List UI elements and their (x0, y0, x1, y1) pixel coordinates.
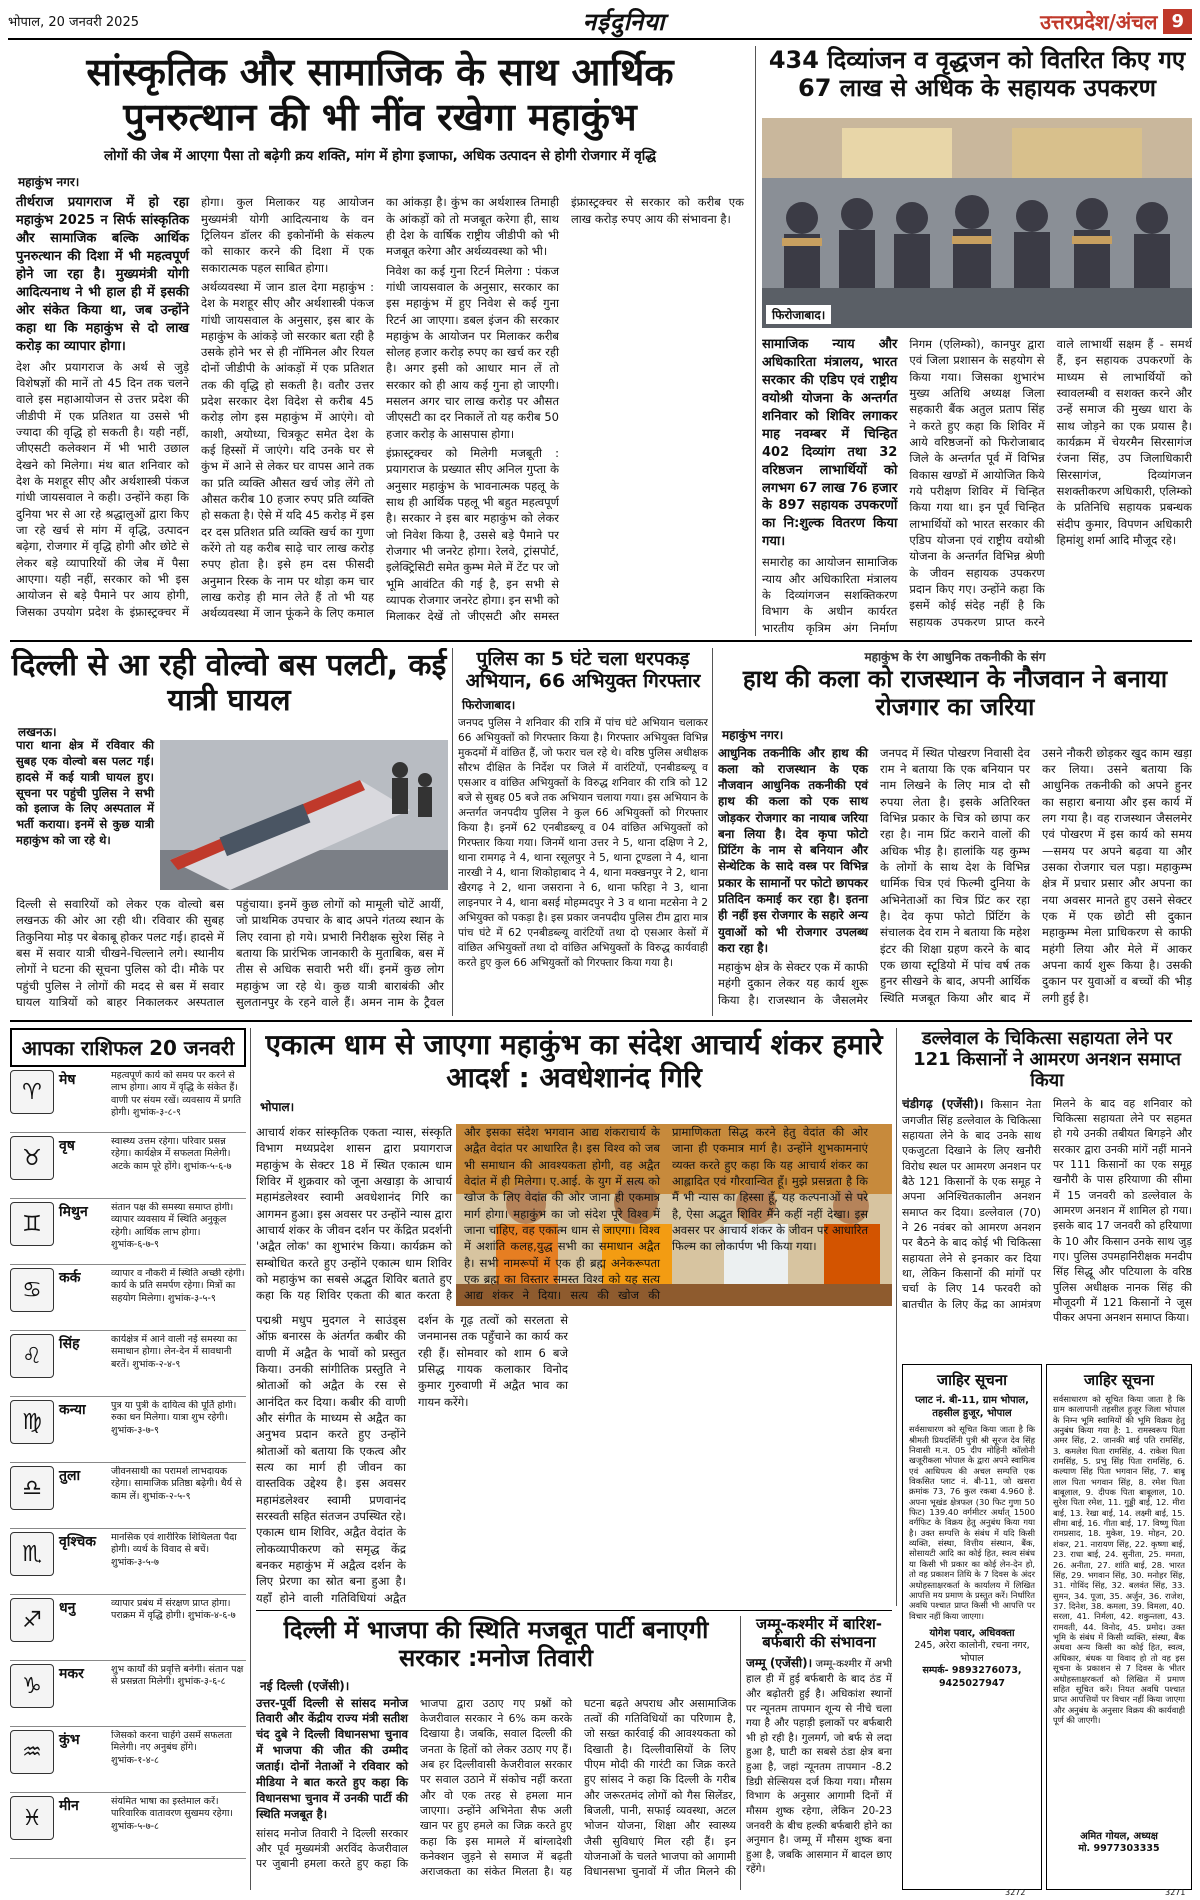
notice-phone: सम्पर्क- 9893276073, 9425027947 (922, 1665, 1022, 1689)
horoscope-item (10, 1067, 246, 1133)
paragraph: जनपद पुलिस ने शनिवार की रात्रि में पांच घंटे अभियान चलाकर 66 अभियुक्तों को गिरफ्तार किया है। गिरफ्तार अभियुक्त विभिन्न मुकदमों में वांछित हैं, जो फरार चल रहे थे। वरिष्ठ पुलिस अधीक्षक सौरभ दीक्षित के निर्देश पर जिले में वारंटियों, एनबीडब्ल्यू व एसआर व वांछित अभियुक्तों के विरुद्ध शनिवार की रात्रि को 12 बजे से सुबह 05 बजे तक अभियान चलाया गया। इस अभियान के अन्तर्गत जनपदीय पुलिस ने कुल 66 अभियुक्तों को गिरफ्तार किया है। इनमें 62 एनबीडब्ल्यू व 04 वांछित अभियुक्तों को गिरफ्तार किया गया। जिनमें थाना उत्तर ने 5, थाना दक्षिण ने 2, थाना रामगढ़ ने 4, थाना रसूलपुर ने 5, थाना टूण्डला ने 4, थाना नारखी ने 4, थाना शिकोहाबाद ने 4, थाना मक्खनपुर ने 2, थाना खैरगढ़ ने 2, थाना जसराना ने 6, थाना फरिहा ने 3, थाना लाइनपार ने 4, थाना बसई मोहम्मदपुर ने 3 व थाना मटसेना ने 2 अभियुक्त को पकड़ा है। इस प्रकार जनपदीय पुलिस टीम द्वारा मात्र पांच घंटे में 62 एनबीडब्ल्यू वारंटियों तथा दो एसआर केसों में वांछित अभियुक्तों तथा दो वांछित अभियुक्तों के विरुद्ध कार्यवाही करते हुए कुल 66 अभियुक्तों को गिरफ्तार किया गया है। (458, 716, 708, 970)
horoscope-text: स्वास्थ्य उत्तम रहेगा। परिवार प्रसन्न रहेगा। कार्यक्षेत्र में सफलता मिलेगी। अटके काम पूरे होंगे। शुभांक-५-६-७ (111, 1136, 232, 1172)
dateline: जम्मू (एजेंसी)। (746, 1656, 813, 1671)
horoscope-item (10, 1727, 246, 1793)
article-body (746, 1655, 892, 1880)
paragraph: जम्मू-कश्मीर में अभी हाल ही में हुई बर्फबारी के बाद ठंड में और बढ़ोतरी हुई है। अधिकांश स्थानों पर न्यूनतम तापमान शून्य से नीचे चला गया है और पहाड़ी इलाकों पर बर्फबारी भी हो रही है। गुलमर्ग, जो बर्फ से लदा हुआ है, घाटी का सबसे ठंडा क्षेत्र बना हुआ है, जहां न्यूनतम तापमान -8.2 डिग्री सेल्सियस दर्ज किया गया। मौसम विभाग के अनुसार आगामी दिनों में मौसम शुष्क रहेगा, लेकिन 20-23 जनवरी के बीच हल्की बर्फबारी होने का अनुमान है। जम्मू में मौसम शुष्क बना हुआ है, जबकि आसमान में बादल छाए रहेंगे। (746, 1658, 892, 1876)
paragraph: दिल्ली से सवारियों को लेकर एक वोल्वो बस लखनऊ की ओर आ रही थी। रविवार की सुबह तिकुनिया मोड़ पर बेकाबू होकर पलट गई। हादसे में बस में सवार यात्री चीखने-चिल्लाने लगे। स्थानीय लोगों ने घटना की सूचना पुलिस को दी। मौके पर पहुंची पुलिस ने लोगों की मदद से बस में सवार घायल यात्रियों को बाहर निकालकर अस्पताल पहुंचाया। इनमें कुछ लोगों को मामूली चोटें आयीं, जो प्राथमिक उपचार के बाद अपने गंतव्य स्थान के लिए रवाना हो गये। प्रभारी निरीक्षक सुरेश सिंह ने बताया कि प्रारंभिक जानकारी के मुताबिक, बस में तीस से अधिक सवारी भरी थीं। इनमें कुछ लोग महाकुंभ जा रहे थे। कुछ यात्री बाराबंकी और सुलतानपुर के रहने वाले हैं। अमन नाम के ट्रैवल (16, 897, 444, 1009)
dateline: महाकुंभ नगर। (722, 727, 784, 742)
notice-title: जाहिर सूचना (1083, 1371, 1155, 1389)
event-photo (762, 118, 1192, 328)
horoscope-item (10, 1661, 246, 1727)
headline: डल्लेवाल के चिकित्सा सहायता लेने पर 121 किसानों ने आमरण अनशन समाप्त किया (913, 1028, 1181, 1092)
lead-paragraph: तीर्थराज प्रयागराज में हो रहा महाकुंभ 2025 न सिर्फ सांस्कृतिक और सामाजिक बल्कि आर्थिक पुनरुत्थान की दिशा में भी महत्वपूर्ण होने जा रहा है। मुख्यमंत्री योगी आदित्यनाथ ने भी हाल ही में इसकी ओर संकेत किया था, जब उन्होंने कहा था कि महाकुंभ से दो लाख करोड़ का व्यापार होगा। (16, 195, 189, 354)
zodiac-icon: ♊ (10, 1202, 54, 1246)
dateline: लखनऊ। (18, 724, 57, 739)
horoscope-column (10, 1028, 246, 1890)
lead-box (16, 738, 154, 890)
horoscope-item (10, 1793, 246, 1859)
zodiac-icon: ♐ (10, 1598, 54, 1642)
horoscope-item (10, 1397, 246, 1463)
notice-body: सर्वसाधारण को सूचित किया जाता है कि श्रीमती प्रियदर्शिनी पुत्री श्री सूरज देव सिंह निवासी म.न. 05 दीप मोहिनी कॉलोनी खजूरीकला भोपाल के द्वारा अपने स्वामित्व एवं आधिपत्य की अचल सम्पत्ति एक विकसित प्लाट नं. बी-11, जो खसरा क्रमांक 73, 76 कुल रकबा 4.960 हे. अपना भूखंड क्षेत्रफल (30 फिट गुणा 50 फिट) 139.40 वर्गमीटर अर्थात् 1500 वर्गफिट के विक्रय हेतु अनुबंध किया गया है। उक्त सम्पत्ति के संबंध में यदि किसी व्यक्ति, संस्था, वित्तीय संस्थान, बैंक, सोसायटी आदि का कोई हित, स्वत्व संबंध या किसी भी प्रकार का कोई लेन-देन हो, तो वह प्रकाशन तिथि के 7 दिवस के अंदर अधोहस्ताक्षरकर्ता के कार्यालय में लिखित आपत्ति मय प्रमाण के प्रस्तुत करें। निर्धारित अवधि पश्चात प्राप्त किसी भी आपत्ति पर विचार नहीं किया जाएगा। (909, 1424, 1035, 1621)
kicker: महाकुंभ के रंग आधुनिक तकनीकी के संग (864, 650, 1046, 664)
horoscope-item (10, 1199, 246, 1265)
ad-code-left: 3272 (1005, 1888, 1026, 1897)
zodiac-name: कन्या (59, 1402, 86, 1418)
notice-subject: प्लाट नं. बी-11, ग्राम भोपाल, तहसील हुजूर, भोपाल (915, 1394, 1029, 1419)
story-farmers-fast (902, 1028, 1192, 1358)
story-police-raid (458, 648, 708, 1016)
notice-signer: अमित गोयल, अध्यक्ष (1080, 1830, 1158, 1842)
article-body (256, 1696, 736, 1882)
horoscope-item (10, 1133, 246, 1199)
headline: 434 दिव्यांजन व वृद्धजन को वितरित किए गए 67 लाख से अधिक के सहायक उपकरण (768, 46, 1186, 103)
zodiac-name: वृष (59, 1138, 75, 1154)
public-notice-land (1046, 1364, 1192, 1890)
paragraph: पद्मश्री मधुप मुदगल ने साउंड्स ऑफ़ बनारस के अंतर्गत कबीर की वाणी में अद्वैत के भावों को प्रस्तुत किया। उनकी सांगीतिक प्रस्तुति ने श्रोताओं को अद्वैत के रस से आनंदित कर दिया। कबीर की वाणी और संगीत के माध्यम से अद्वैत का अनुभव प्रदान करते हुए उन्होंने श्रोताओं को बताया कि एकत्व और सत्य का मार्ग ही जीवन का वास्तविक उद्देश्य है। इस अवसर महामंडलेश्वर स्वामी प्रणवानंद सरस्वती सहित संतजन उपस्थित रहे। एकात्म धाम शिविर, अद्वैत वेदांत के लोकव्यापीकरण को समृद्ध केंद्र बनकर महाकुंभ में अद्वैत्व दर्शन के लिए प्रेरणा का स्रोत बना हुआ है। यहाँ होने वाली गतिविधियां अद्वैत दर्शन के गूढ़ तत्वों को सरलता से जनमानस तक पहुँचाने का कार्य कर रही हैं। सोमवार को शाम 6 बजे प्रसिद्ध गायक कलाकार विनोद कुमार गुरुवाणी में अद्वैत भाव का गायन करेंगे। (256, 1313, 568, 1605)
horoscope-item (10, 1595, 246, 1661)
horoscope-text: व्यापार प्रबंध में संरक्षण प्राप्त होगा। पराक्रम में वृद्धि होगी। शुभांक-४-६-७ (111, 1598, 236, 1622)
horoscope-text: जिसको करना चाहेंगे उसमें सफलता मिलेगी। नए अनुबंध होंगे। शुभांक-१-४-८ (111, 1730, 232, 1766)
story-assistive-devices (762, 46, 1192, 636)
lead-paragraph: सामाजिक न्याय और अधिकारिता मंत्रालय, भारत सरकार की एडिप एवं राष्ट्रीय वयोश्री योजना के अन्तर्गत शनिवार को शिविर लगाकर माह नवम्बर में चिन्हित 402 दिव्यांग तथा 32 वरिष्ठजन लाभार्थियों को लगभग 67 लाख 76 हजार के 897 सहायक उपकरणों का नि:शुल्क वितरण किया गया। (762, 337, 898, 550)
notice-title: जाहिर सूचना (936, 1371, 1008, 1389)
article-body (16, 896, 444, 1014)
ad-code-right: 3271 (1165, 1888, 1186, 1897)
horoscope-text: कार्यक्षेत्र में आने वाली नई समस्या का समाधान होगा। लेन-देन में सावधानी बरतें। शुभांक-२-४-९ (111, 1334, 238, 1370)
notice-signer: योगेश पवार, अधिवक्ता (929, 1628, 1015, 1639)
lead-paragraph: आधुनिक तकनीकि और हाथ की कला को राजस्थान के एक नौजवान आधुनिक तकनीकी एवं हाथ की कला को एक साथ जोड़कर रोजगार का नायाब जरिया बना लिया है। देव कृपा फोटो प्रिंटिंग के नाम से बनियान और सेन्थेटिक के सादे वस्त्र पर विभिन्न प्रकार के सामानों पर फोटो छापकर प्रतिदिन कमाई कर रहा है। इतना ही नहीं इस रोजगार के सहारे अन्य युवाओं को भी रोजगार उपलब्ध करा रहा है। (718, 745, 868, 955)
zodiac-name: वृश्चिक (59, 1534, 97, 1550)
article-body (458, 716, 708, 1016)
horoscope-text: जीवनसाथी का परामर्श लाभदायक रहेगा। सामाजिक प्रतिष्ठा बढ़ेगी। धैर्य से काम लें। शुभांक-२-५-९ (111, 1466, 242, 1502)
horoscope-item (10, 1331, 246, 1397)
notice-phone: मो. 9977303335 (1078, 1842, 1160, 1854)
zodiac-name: तुला (59, 1468, 81, 1484)
horoscope-text: शुभ कार्यों की प्रवृत्ति बनेगी। संतान पक्ष से प्रसन्नता मिलेगी। शुभांक-३-६-८ (111, 1664, 244, 1688)
headline: सांस्कृतिक और सामाजिक के साथ आर्थिक पुनरुत्थान की भी नींव रखेगा महाकुंभ (86, 50, 674, 139)
paragraph: निवेश का कई गुना रिटर्न मिलेगा : पंकज गांधी जायसवाल के अनुसार, सरकार का इस महाकुंभ में हुए निवेश से कई गुना रिटर्न आ जाएगा। डबल इंजन की सरकार महाकुंभ के आयोजन पर मिलाकर करीब सोलह हजार करोड़ रुपए का खर्च कर रही है। अगर इसी को आधार मान लें तो सरकार को ही आय कई गुना हो जाएगी। मसलन अगर चार लाख करोड़ पर औसत जीएसटी का दर निकालें तो यह करीब 50 हजार करोड़ के आसपास होगा। (386, 263, 559, 441)
article-body (718, 745, 1192, 1013)
zodiac-icon: ♎ (10, 1466, 54, 1510)
story-jk-weather (746, 1616, 892, 1890)
dateline: नई दिल्ली (एजेंसी)। (260, 1678, 350, 1693)
photo-location: फिरोजाबाद। (766, 305, 831, 324)
paragraph: किसान नेता जगजीत सिंह डल्लेवाल के चिकित्सा सहायता लेने के बाद उनके साथ एकजुटता दिखाने के लिए खनौरी विरोध स्थल पर आमरण अनशन पर बैठे 121 किसानों के एक समूह ने अपना अनिश्चितकालीन अनशन समाप्त कर दिया। डल्लेवाल (70) ने 26 नवंबर को आमरण अनशन पर बैठने के बाद कोई भी चिकित्सा सहायता लेने से इनकार कर दिया था, लेकिन किसानों की मांगों पर चर्चा के लिए 14 फरवरी को बातचीत के लिए केंद्र का आमंत्रण मिलने के बाद वह शनिवार को चिकित्सा सहायता लेने पर सहमत हो गये उनकी तबीयत बिगड़ने और सरकार द्वारा उनकी मांगें नहीं मानने पर 111 किसानों का एक समूह खनौरी के पास हरियाणा की सीमा में 15 जनवरी को डल्लेवाल के आमरण अनशन में शामिल हो गया। इसके बाद 17 जनवरी को हरियाणा के 10 और किसान उनके साथ जुड़ गए। पुलिस उपमहानिरीक्षक मनदीप सिंह सिद्धू और पटियाला के वरिष्ठ पुलिस अधीक्षक नानक सिंह की मौजूदगी में 121 किसानों ने जूस पीकर अपना अनशन समाप्त किया। (902, 1096, 1192, 1325)
horoscope-text: संतान पक्ष की समस्या समाप्त होगी। व्यापार व्यवसाय में स्थिति अनुकूल रहेगी। आर्थिक लाभ होगा। शुभांक-६-७-९ (111, 1202, 234, 1251)
article-body-intro (256, 1124, 868, 1306)
zodiac-icon: ♑ (10, 1664, 54, 1708)
lead-paragraph: पारा थाना क्षेत्र में रविवार की सुबह एक वोल्वो बस पलट गई। हादसे में कई यात्री घायल हुए। सूचना पर पहुंची पुलिस ने सभी को इलाज के लिए अस्पताल में भर्ती कराया। इनमें से कुछ यात्री महाकुंभ को जा रहे थे। (16, 738, 154, 848)
horoscope-text: पुत्र या पुत्री के दायित्व की पूर्ति होगी। रुका धन मिलेगा। यात्रा शुभ रहेगी। शुभांक-३-७-९ (111, 1400, 237, 1436)
zodiac-name: मकर (59, 1666, 84, 1682)
story-rajasthan-artisan (718, 648, 1192, 1016)
headline: दिल्ली से आ रही वोल्वो बस पलटी, कई यात्री घायल (11, 648, 447, 719)
zodiac-name: धनु (59, 1600, 76, 1616)
paragraph: महाकुंभ क्षेत्र के सेक्टर एक में काफी महंगी दुकान लेकर यह कार्य शुरू किया है। राजस्थान के जैसलमेर जनपद में स्थित पोखरण निवासी देव राम ने बताया कि एक बनियान पर नाम लिखने के लिए मात्र दो सौ रुपया लेता है। इसके अतिरिक्त विभिन्न प्रकार के चित्र को छापा कर रहा है। नाम प्रिंट कराने वालों की अधिक भीड़ है। हालांकि यह कुम्भ के लोगों के साथ देश के विभिन्न धार्मिक चित्र एवं फिल्मी दुनिया के अभिनेताओं का चित्र प्रिंट कर रहा है। देव कृपा फोटो प्रिंटिंग के संचालक देव राम ने बताया कि महेश इंटर की शिक्षा ग्रहण करने के बाद एक छाया स्टूडियो में पांच वर्ष तक हुनर सीखने के बाद, अपनी आर्थिक स्थिति मजबूत किया और बाद में उसने नौकरी छोड़कर खुद काम खड़ा कर लिया। उसने बताया कि आधुनिक तकनीकी को अपने हुनर का सहारा बनाया और इस कार्य में लग गया है। वह राजस्थान जैसलमेर एवं पोखरण में इस कार्य को समय—समय पर अपने बढ़वा या और उसका रोजगार चल पड़ा। महाकुम्भ क्षेत्र में प्रचार प्रसार और अपना का नया अवसर मानते हुए उसने सेक्टर एक में एक छोटी सी दुकान महाकुम्भ मेला प्राधिकरण से काफी महंगी लिया और मेले में आकर अपना कार्य शुरू किया है। उसकी दुकान पर युवाओं व बच्चों की भीड़ लगी हुई है। (718, 745, 1192, 1007)
bus-accident-photo (160, 740, 448, 890)
zodiac-name: मिथुन (59, 1204, 88, 1220)
article-body (256, 1312, 892, 1606)
horoscope-item (10, 1463, 246, 1529)
horoscope-text: मानसिक एवं शारीरिक शिथिलता पैदा होगी। व्यर्थ के विवाद से बचें। शुभांक-३-५-७ (111, 1532, 237, 1568)
public-notice-plot (902, 1364, 1042, 1890)
article-body (902, 1096, 1192, 1358)
zodiac-icon: ♍ (10, 1400, 54, 1444)
zodiac-icon: ♓ (10, 1796, 54, 1840)
subheadline: लोगों की जेब में आएगा पैसा तो बढ़ेगी क्रय शक्ति, मांग में होगा इजाफा, अधिक उत्पादन से होगी रोजगार में वृद्धि (103, 147, 657, 164)
edition-date: भोपाल, 20 जनवरी 2025 (8, 15, 139, 30)
horoscope-title: आपका राशिफल 20 जनवरी (10, 1028, 246, 1067)
story-ekatm-dham (256, 1028, 892, 1606)
zodiac-icon: ♈ (10, 1070, 54, 1114)
headline: एकात्म धाम से जाएगा महाकुंभ का संदेश आचार्य शंकर हमारे आदर्श : अवधेशानंद गिरि (265, 1028, 883, 1095)
article-body (762, 336, 1192, 636)
paragraph: देश और प्रयागराज के अर्थ से जुड़े विशेषज्ञों की मानें तो 45 दिन तक चलने वाले इस महाआयोजन से उत्तर प्रदेश की जीडीपी में एक प्रतिशत या उससे भी ज्यादा की वृद्धि हो सकती है। यही नहीं, जीएसटी कलेक्शन में भी भारी उछाल देखने को मिलेगा। मंथ बात शनिवार को देश के मशहूर सीए और अर्थशास्त्री पंकज गांधी जायसवाल ने कही। उन्होंने कहा कि दुनिया भर से आ रहे श्रद्धालुओं द्वारा किए जा रहे खर्च से मांग में वृद्धि, उत्पादन बढ़ेगा, रोजगार में वृद्धि होगी और छोटे से लेकर बड़े व्यापारियों की जेब में पैसा आएगा। यही नहीं, सरकार को भी इस आयोजन से बड़े पैमाने पर आय होगी, जिसका उपयोग प्रदेश के इंफ्रास्ट्रक्चर में होगा। कुल मिलाकर यह आयोजन मुख्यमंत्री योगी आदित्यनाथ के वन ट्रिलियन डॉलर की इकोनॉमी के संकल्प को साकार करने की दिशा में एक सकारात्मक पहल साबित होगा। (16, 195, 374, 619)
dateline: भोपाल। (260, 1100, 295, 1115)
headline: जम्मू-कश्मीर में बारिश-बर्फबारी की संभावना (755, 1616, 882, 1651)
paragraph: आचार्य शंकर सांस्कृतिक एकता न्यास, संस्कृति विभाग मध्यप्रदेश शासन द्वारा प्रयागराज महाकुंभ के सेक्टर 18 में स्थित एकात्म धाम शिविर में शुक्रवार को जूना अखाड़ा के आचार्य महामंडलेश्वर स्वामी अवधेशानंद गिरि का आगमन हुआ। इस अवसर पर उन्होंने न्यास द्वारा आचार्य शंकर के जीवन दर्शन पर केंद्रित प्रदर्शनी 'अद्वैत लोक' का शुभारंभ किया। कार्यक्रम को सम्बोधित करते हुए उन्होंने एकात्म धाम शिविर को महाकुंभ का सबसे अद्भुत शिविर बताते हुए कहा कि यह शिविर एकता की बात करता है और इसका संदेश भगवान आद्य शंकराचार्य के अद्वैत वेदांत पर आधारित है। इस विश्व को जब भी समाधान की आवश्यकता होगी, वह अद्वैत वेदांत में ही मिलेगा। ए.आई. के युग में सत्य को खोज के लिए वेदांत की ओर जाना ही एकमात्र मार्ग होगा। महाकुंभ का जो संदेश पूरे विश्व में जाना चाहिए, वह एकात्म धाम से जाएगा। विश्व में अशांति कलह,युद्ध सभी का समाधान अद्वैत है। सभी नामरूपों में एक ही ब्रह्म अनेकरूपता एक ब्रह्म का विस्तार समस्त विश्व को यह सत्य आद्य शंकर ने दिया। सत्य की खोज की प्रामाणिकता सिद्ध करने हेतु वेदांत की ओर जाना ही एकमात्र मार्ग है। उन्होंने शुभकामनाएं व्यक्त करते हुए कहा कि यह आचार्य शंकर का आह्लादित एवं गौरवान्वित हूँ। मुझे प्रसन्नता है कि मैं भी न्यास का हिस्सा हूँ, यह कल्पनाओं से परे है, ऐसा अद्भुत शिविर मैंने कहीं नहीं देखा। इस अवसर पर आचार्य शंकर के जीवन पर आधारित फिल्म का लोकार्पण भी किया गया। (256, 1125, 868, 1303)
headline: दिल्ली में भाजपा की स्थिति मजबूत पार्टी बनाएगी सरकार :मनोज तिवारी (283, 1616, 709, 1673)
paragraph: इंफ्रास्ट्रक्चर को मिलेगी मजबूती : प्रयागराज के प्रख्यात सीए अनिल गुप्ता के अनुसार महाकुंभ के भावनात्मक पहलू के साथ ही आर्थिक पहलू भी बहुत महत्वपूर्ण है। सरकार ने इस बार महाकुंभ को लेकर जो निवेश किया है, उससे बड़े पैमाने पर रोजगार भी जनरेट होगा। रेलवे, ट्रांसपोर्ट, इलेक्ट्रिसिटी समेत कुम्भ मेले में टेंट पर जो भूमि आवंटित की गई है, इन सभी से व्यापक रोजगार जनरेट होगा। इन सभी को मिलाकर देखें तो जीएसटी और समस्त इंफ्रास्ट्रक्चर से सरकार को करीब एक लाख करोड़ रुपए आय की संभावना है। (386, 195, 744, 624)
zodiac-name: कुंभ (59, 1732, 80, 1748)
zodiac-name: सिंह (59, 1336, 80, 1352)
article-body (10, 194, 750, 634)
zodiac-icon: ♉ (10, 1136, 54, 1180)
story-mahakumbh-economy (10, 46, 750, 636)
page-number: 9 (1163, 9, 1192, 34)
dateline: महाकुंभ नगर। (18, 175, 80, 190)
horoscope-item (10, 1529, 246, 1595)
dateline: चंडीगढ़ (एजेंसी)। (902, 1096, 984, 1111)
notice-body: सर्वसाधारण को सूचित किया जाता है कि ग्राम कालापानी तहसील हुजूर जिला भोपाल के निम्न भूमि स्वामियों की भूमि विक्रय हेतु अनुबंध किया गया है: 1. रामस्वरूप पिता अमर सिंह, 2. जानकी बाई पति रामसिंह, 3. कमलेश पिता रामसिंह, 4. राकेश पिता रामसिंह, 5. प्रभु सिंह पिता रामसिंह, 6. कल्याण सिंह पिता भगवान सिंह, 7. बाबू लाल पिता भगवान सिंह, 8. रमेश पिता बाबूलाल, 9. दीपक पिता बाबूलाल, 10. सुरेश पिता रमेश, 11. गुड्डी बाई, 12. मीरा बाई, 13. रेखा बाई, 14. लक्ष्मी बाई, 15. सीमा बाई, 16. गीता बाई, 17. विष्णु पिता रामप्रसाद, 18. मुकेश, 19. मोहन, 20. शंकर, 21. नारायण सिंह, 22. कृष्णा बाई, 23. राधा बाई, 24. सुनीता, 25. ममता, 26. अनीता, 27. शांति बाई, 28. भारत सिंह, 29. भगवान सिंह, 30. मनोहर सिंह, 31. गोविंद सिंह, 32. बलवंत सिंह, 33. सुमन, 34. पूजा, 35. अर्जुन, 36. राजेश, 37. दिनेश, 38. कमला, 39. विमला, 40. सरला, 41. निर्मला, 42. शकुन्तला, 43. रामवती, 44. विनोद, 45. प्रमोद। उक्त भूमि के संबंध में किसी व्यक्ति, संस्था, बैंक अथवा अन्य किसी का कोई हित, स्वत्व, अधिकार, बंधक या विवाद हो तो वह इस सूचना के प्रकाशन से 7 दिवस के भीतर अधोहस्ताक्षरकर्ता को लिखित में प्रमाण सहित सूचित करें। नियत अवधि पश्चात प्राप्त आपत्तियों पर विचार नहीं किया जाएगा और अनुबंध के अनुसार विक्रय की कार्यवाही पूर्ण की जाएगी। (1053, 1393, 1185, 1725)
zodiac-name: कर्क (59, 1270, 81, 1286)
horoscope-item (10, 1265, 246, 1331)
horoscope-text: महत्वपूर्ण कार्य को समय पर करने से लाभ होगा। आय में वृद्धि के संकेत हैं। वाणी पर संयम रखें। व्यवसाय में प्रगति होगी। शुभांक-३-८-९ (111, 1070, 242, 1119)
zodiac-icon: ♒ (10, 1730, 54, 1774)
paragraph: सांसद मनोज तिवारी ने दिल्ली सरकार और पूर्व मुख्यमंत्री अरविंद केजरीवाल पर जुबानी हमला करते हुए कहा कि भाजपा द्वारा उठाए गए प्रश्नों को केजरीवाल सरकार ने 6% कम करके दिखाया है। जबकि, सवाल दिल्ली की जनता के हितों को लेकर उठाए गए हैं। अब हर दिल्लीवासी केजरीवाल सरकार पर सवाल उठाने में संकोच नहीं करता और वो एक तरह से हमला मान जाएगा। उन्होंने अभिनेता सैफ अली खान पर हुए हमले का जिक्र करते हुए कहा कि इस मामले में बांग्लादेशी कनेक्शन जुड़ने से समाज में बढ़ती अराजकता का संकेत मिलता है। यह घटना बढ़ते अपराध और असामाजिक तत्वों की गतिविधियों का परिणाम है, जो सख्त कार्रवाई की आवश्यकता को दिखाती है। दिल्लीवासियों के लिए पीएम मोदी की गारंटी का जिक्र करते हुए सांसद ने कहा कि दिल्ली के गरीब और जरूरतमंद लोगों को गैस सिलेंडर, बिजली, पानी, सफाई व्यवस्था, अटल भोजन योजना, शिक्षा और स्वास्थ्य जैसी सुविधाएं मिल रही हैं। इन योजनाओं के चलते भाजपा को आगामी विधानसभा चुनावों में जीत मिलने की (256, 1696, 736, 1879)
paragraph: समारोह का आयोजन सामाजिक न्याय और अधिकारिता मंत्रालय के दिव्यांगजन सशक्तिकरण विभाग के अधीन कार्यरत भारतीय कृत्रिम अंग निर्माण निगम (एलिम्को), कानपुर द्वारा एवं जिला प्रशासन के सहयोग से किया गया। जिसका शुभारंभ मुख्य अतिथि अध्यक्ष जिला सहकारी बैंक अतुल प्रताप सिंह ने करते हुए कहा कि शिविर में आये वरिष्ठजनों को फिरोजाबाद जिले के अन्तर्गत पूर्व में विभिन्न विकास खण्डों में आयोजित किये गये परीक्षण शिविर में चिन्हित किया गया था। इन पूर्व चिन्हित लाभार्थियों को भारत सरकार की एडिप योजना एवं राष्ट्रीय वयोश्री योजना के अन्तर्गत विभिन्न श्रेणी के जीवन सहायक उपकरण प्रदान किए गए। उन्होंने कहा कि इसमें कोई संदेह नहीं है कि सहायक उपकरण प्राप्त करने वाले लाभार्थी सक्षम हैं - समर्थ हैं, इन सहायक उपकरणों के माध्यम से लाभार्थियों को स्वावलम्बी व सशक्त करने और उन्हें समाज की मुख्य धारा के साथ जोड़ने का एक प्रयास है। कार्यक्रम में चेयरमैन सिरसागंज रंजना सिंह, उप जिलाधिकारी सिरसागंज, दिव्यांगजन सशक्तीकरण अधिकारी, एलिम्को के प्रतिनिधि सहायक प्रबन्धक संदीप कुमार, विपणन अधिकारी हिमांशु शर्मा आदि मौजूद रहे। (762, 337, 1192, 635)
zodiac-icon: ♏ (10, 1532, 54, 1576)
horoscope-text: संयमित भाषा का इस्तेमाल करें। पारिवारिक वातावरण सुखमय रहेगा। शुभांक-५-७-८ (111, 1796, 234, 1832)
horoscope-text: व्यापार व नौकरी में स्थिति अच्छी रहेगी। कार्य के प्रति समर्पण रहेगा। मित्रों का सहयोग मिलेगा। शुभांक-३-५-९ (111, 1268, 245, 1304)
headline: हाथ की कला को राजस्थान के नौजवान ने बनाया रोजगार का जरिया (742, 665, 1168, 722)
notice-address: 245, अरेरा कालोनी, रचना नगर, भोपाल (914, 1640, 1030, 1664)
horoscope-list (10, 1067, 246, 1859)
zodiac-icon: ♋ (10, 1268, 54, 1312)
zodiac-icon: ♌ (10, 1334, 54, 1378)
lead-paragraph: उत्तर-पूर्वी दिल्ली से सांसद मनोज तिवारी और केंद्रीय राज्य मंत्री सतीश चंद दुबे ने दिल्ली विधानसभा चुनाव में भाजपा की जीत की उम्मीद जताई। दोनों नेताओं ने रविवार को मीडिया ने बात करते हुए कहा कि विधानसभा चुनाव में उनकी पार्टी की स्थिति मजबूत है। (256, 1695, 408, 1821)
dateline: फिरोजाबाद। (462, 697, 516, 712)
zodiac-name: मीन (59, 1798, 79, 1814)
masthead (8, 4, 1192, 40)
story-bjp-delhi (256, 1616, 736, 1890)
story-bus-accident (10, 648, 448, 1016)
paragraph: अर्थव्यवस्था में जान डाल देगा महाकुंभ : देश के मशहूर सीए और अर्थशास्त्री पंकज गांधी जायसवाल के अनुसार, इस बार के महाकुंभ के आंकड़े जो सरकार बता रही है उसके होने भर से ही नॉमिनल और रियल दोनों जीडीपी के आंकड़ों में एक प्रतिशत तक की वृद्धि हो सकती है। वतौर उत्तर प्रदेश सरकार देश विदेश से करीब 45 करोड़ लोग इस महाकुंभ में आएंगे। वो काशी, अयोध्या, चित्रकूट समेत देश के कई हिस्सों में जाएंगे। यदि उनके घर से कुंभ में आने से लेकर घर वापस आने तक का प्रति व्यक्ति औसत खर्च जोड़ लेंगे तो औसत करीब 10 हजार रुपए प्रति व्यक्ति हो सकता है। ऐसे में यदि 45 करोड़ में इस दर दस प्रतिशत प्रति व्यक्ति खर्च का गुणा करेंगे तो यह करीब साढ़े चार लाख करोड़ रुपए होता है। इसे हम दस फीसदी अनुमान रिस्क के नाम पर थोड़ा कम चार लाख करोड़ ही मान लेते हैं तो भी यह अर्थव्यवस्था में जान फूंकने के लिए कमाल का आंकड़ा है। कुंभ का अर्थशास्त्र तिमाही के आंकड़ों को तो मजबूत करेगा ही, साथ ही देश के वार्षिक राष्ट्रीय जीडीपी को भी मजबूत करेगा और अर्थव्यवस्था को भी। (201, 195, 559, 621)
section-name: उत्तरप्रदेश/अंचल (1040, 9, 1158, 34)
zodiac-name: मेष (59, 1072, 76, 1088)
headline: पुलिस का 5 घंटे चला धरपकड़ अभियान, 66 अभियुक्त गिरफ्तार (465, 648, 701, 693)
newspaper-logo: नईदुनिया (582, 6, 666, 36)
